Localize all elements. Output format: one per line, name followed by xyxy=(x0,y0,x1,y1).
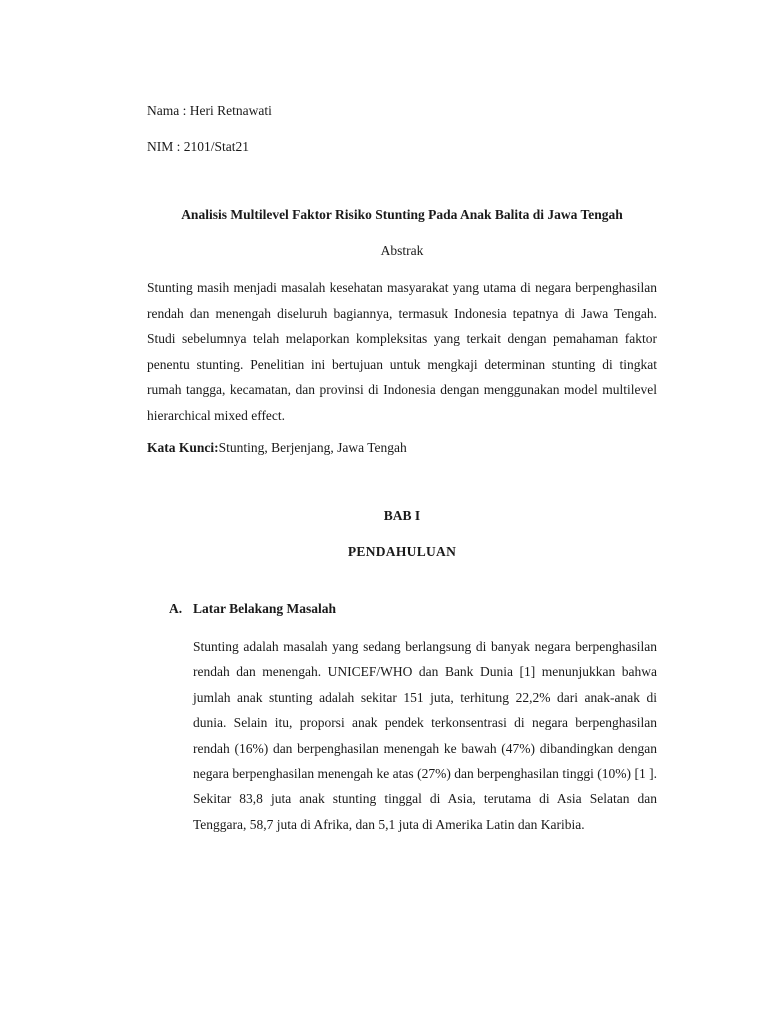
section-number: A. xyxy=(169,601,183,616)
chapter-number: BAB I xyxy=(383,508,421,523)
document-title: Analisis Multilevel Faktor Risiko Stunting Pada Anak Balita di Jawa Tengah xyxy=(181,207,623,222)
section-paragraph: Stunting adalah masalah yang sedang berlangsung di banyak negara berpenghasilan rendah dan menengah. UNICEF/WHO dan Bank Dunia [1] menunjukkan bahwa jumlah anak stunting adalah sekitar 151 juta, terhitung 22,2% dari anak-anak di dunia. Selain itu, proporsi anak pendek terkonsentrasi di negara berpenghasilan rendah (16%) dan berpenghasilan menengah ke bawah (47%) dibandingkan dengan negara berpenghasilan menengah ke atas (27%) dan berpenghasilan tinggi (10%) [1 ]. Sekitar 83,8 juta anak stunting tinggal di Asia, terutama di Asia Selatan dan Tenggara, 58,7 juta di Afrika, dan 5,1 juta di Amerika Latin dan Karibia. xyxy=(193,639,657,832)
chapter-title: PENDAHULUAN xyxy=(347,544,457,559)
section-title: Latar Belakang Masalah xyxy=(193,601,337,616)
abstract-text: Stunting masih menjadi masalah kesehatan masyarakat yang utama di negara berpenghasilan rendah dan menengah diseluruh bagiannya, termasuk Indonesia tepatnya di Jawa Tengah. Studi sebelumnya telah melaporkan kompleksitas yang terkait dengan pemahaman faktor penentu stunting. Penelitian ini bertujuan untuk mengkaji determinan stunting di tingkat rumah tangga, kecamatan, dan provinsi di Indonesia dengan menggunakan model multilevel hierarchical mixed effect. xyxy=(147,280,657,423)
author-name: Nama : Heri Retnawati xyxy=(147,103,272,118)
keywords xyxy=(147,440,407,456)
section-heading xyxy=(169,601,336,617)
abstract-heading: Abstrak xyxy=(380,243,424,258)
keywords-value: Stunting, Berjenjang, Jawa Tengah xyxy=(218,440,407,455)
student-id: NIM : 2101/Stat21 xyxy=(147,139,250,154)
keywords-label: Kata Kunci: xyxy=(147,440,219,455)
